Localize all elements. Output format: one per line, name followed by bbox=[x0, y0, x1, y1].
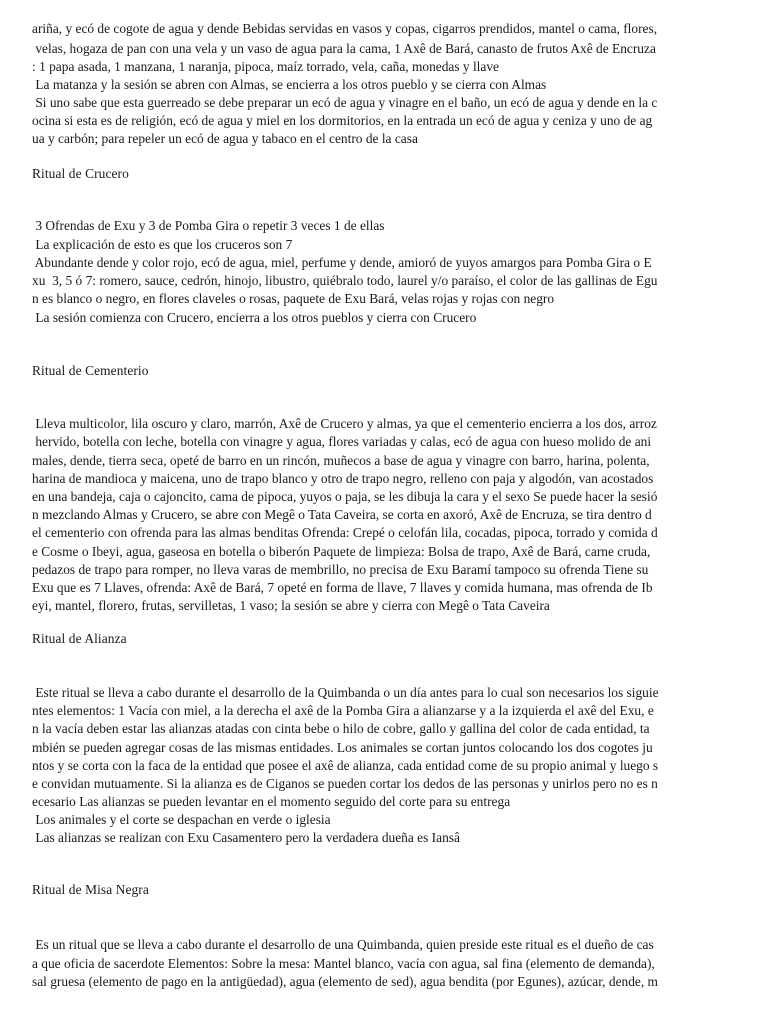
text-line: ntos y se corta con la faca de la entidad que posee el axê de alianza, cada entidad come de su propio animal y luego s bbox=[32, 758, 659, 773]
text-line: el cementerio con ofrenda para las almas benditas Ofrenda: Crepé o celofán lila, cocadas, pipoca, torrado y comida d bbox=[32, 525, 658, 540]
text-line: a que oficia de sacerdote Elementos: Sobre la mesa: Mantel blanco, vacía con agua, sal fina (elemento de demanda), bbox=[32, 956, 655, 971]
text-line: e Cosme o Ibeyi, agua, gaseosa en botella o biberón Paquete de limpieza: Bolsa de trapo, Axê de Bará, carne cruda, bbox=[32, 544, 651, 559]
text-line: n la vacía deben estar las alianzas atadas con cinta bebe o hilo de cobre, gallo y gallina del color de cada entidad, ta bbox=[32, 721, 650, 736]
section-heading-alianza: Ritual de Alianza bbox=[32, 631, 127, 646]
text-line: Si uno sabe que esta guerreado se debe preparar un ecó de agua y vinagre en el baño, un ecó de agua y dende en la c bbox=[32, 95, 658, 110]
text-line: La sesión comienza con Crucero, encierra a los otros pueblos y cierra con Crucero bbox=[32, 310, 477, 325]
text-line: La explicación de esto es que los cruceros son 7 bbox=[32, 237, 293, 252]
text-line: 3 Ofrendas de Exu y 3 de Pomba Gira o repetir 3 veces 1 de ellas bbox=[32, 218, 385, 233]
text-line: ntes elementos: 1 Vacía con miel, a la derecha el axê de la Pomba Gira a alianzarse y a la izquierda el axê del Exu, e bbox=[32, 703, 654, 718]
text-line: harina de mandioca y maicena, uno de trapo blanco y otro de trapo negro, relleno con paja y algodón, van acostados bbox=[32, 471, 654, 486]
text-line: Lleva multicolor, lila oscuro y claro, marrón, Axê de Crucero y almas, ya que el cementerio encierra a los dos, arroz bbox=[32, 416, 657, 431]
text-line: velas, hogaza de pan con una vela y un vaso de agua para la cama, 1 Axê de Bará, canasto de frutos Axê de Encruza bbox=[32, 41, 656, 56]
text-line: Abundante dende y color rojo, ecó de agua, miel, perfume y dende, amioró de yuyos amargos para Pomba Gira o E bbox=[32, 255, 652, 270]
text-line: Es un ritual que se lleva a cabo durante el desarrollo de una Quimbanda, quien preside este ritual es el dueño de cas bbox=[32, 937, 654, 952]
text-line: Los animales y el corte se despachan en verde o iglesia bbox=[32, 812, 331, 827]
text-line: : 1 papa asada, 1 manzana, 1 naranja, pipoca, maíz torrado, vela, caña, monedas y llave bbox=[32, 59, 499, 74]
text-line: e convidan mutuamente. Si la alianza es de Ciganos se pueden cortar los dedos de las personas y unirlos pero no es n bbox=[32, 776, 658, 791]
section-heading-misa-negra: Ritual de Misa Negra bbox=[32, 882, 149, 897]
section-heading-cementerio: Ritual de Cementerio bbox=[32, 363, 149, 378]
text-line: ocina si esta es de religión, ecó de agua y miel en los dormitorios, en la entrada un ecó de agua y ceniza y uno de ag bbox=[32, 113, 653, 128]
text-line: hervido, botella con leche, botella con vinagre y agua, flores variadas y calas, ecó de agua con hueso molido de ani bbox=[32, 434, 652, 449]
text-line: ecesario Las alianzas se pueden levantar en el momento seguido del corte para su entrega bbox=[32, 794, 511, 809]
text-line: Las alianzas se realizan con Exu Casamentero pero la verdadera dueña es Iansâ bbox=[32, 830, 460, 845]
text-line: ariña, y ecó de cogote de agua y dende Bebidas servidas en vasos y copas, cigarros prendidos, mantel o cama, flores, bbox=[32, 21, 658, 36]
text-line: Exu que es 7 Llaves, ofrenda: Axê de Bará, 7 opeté en forma de llave, 7 llaves y comida humana, mas ofrenda de Ib bbox=[32, 580, 653, 595]
section-heading-crucero: Ritual de Crucero bbox=[32, 166, 129, 181]
text-line: pedazos de trapo para romper, no lleva varas de membrillo, no precisa de Exu Baramí tampoco su ofrenda Tiene su bbox=[32, 562, 649, 577]
text-line: Este ritual se lleva a cabo durante el desarrollo de la Quimbanda o un día antes para lo cual son necesarios los siguie bbox=[32, 685, 659, 700]
text-line: n es blanco o negro, en flores claveles o rosas, paquete de Exu Bará, velas rojas y rojas con negro bbox=[32, 291, 555, 306]
text-line: La matanza y la sesión se abren con Almas, se encierra a los otros pueblo y se cierra con Almas bbox=[32, 77, 547, 92]
text-line: ua y carbón; para repeler un ecó de agua y tabaco en el centro de la casa bbox=[32, 131, 418, 146]
text-line: eyi, mantel, florero, frutas, servilletas, 1 vaso; la sesión se abre y cierra con Megê o Tata Caveira bbox=[32, 598, 550, 613]
text-line: males, dende, tierra seca, opeté de barro en un rincón, muñecos a base de agua y vinagre con barro, harina, polenta, bbox=[32, 453, 650, 468]
text-line: sal gruesa (elemento de pago en la antigüedad), agua (elemento de sed), agua bendita (por Egunes), azúcar, dende, m bbox=[32, 974, 658, 989]
text-line: mbién se pueden agregar cosas de las mismas entidades. Los animales se cortan juntos colocando los dos cogotes ju bbox=[32, 740, 653, 755]
text-line: xu 3, 5 ó 7: romero, sauce, cedrón, hinojo, libustro, quiébralo todo, laurel y/o paraíso, el color de las gallinas de Egu bbox=[32, 273, 658, 288]
text-line: n mezclando Almas y Crucero, se abre con Megê o Tata Caveira, se corta en axoró, Axê de Encruza, se tira dentro d bbox=[32, 507, 652, 522]
text-line: en una bandeja, caja o cajoncito, cama de pipoca, yuyos o paja, se les dibuja la cara y el sexo Se puede hacer la sesió bbox=[32, 489, 658, 504]
